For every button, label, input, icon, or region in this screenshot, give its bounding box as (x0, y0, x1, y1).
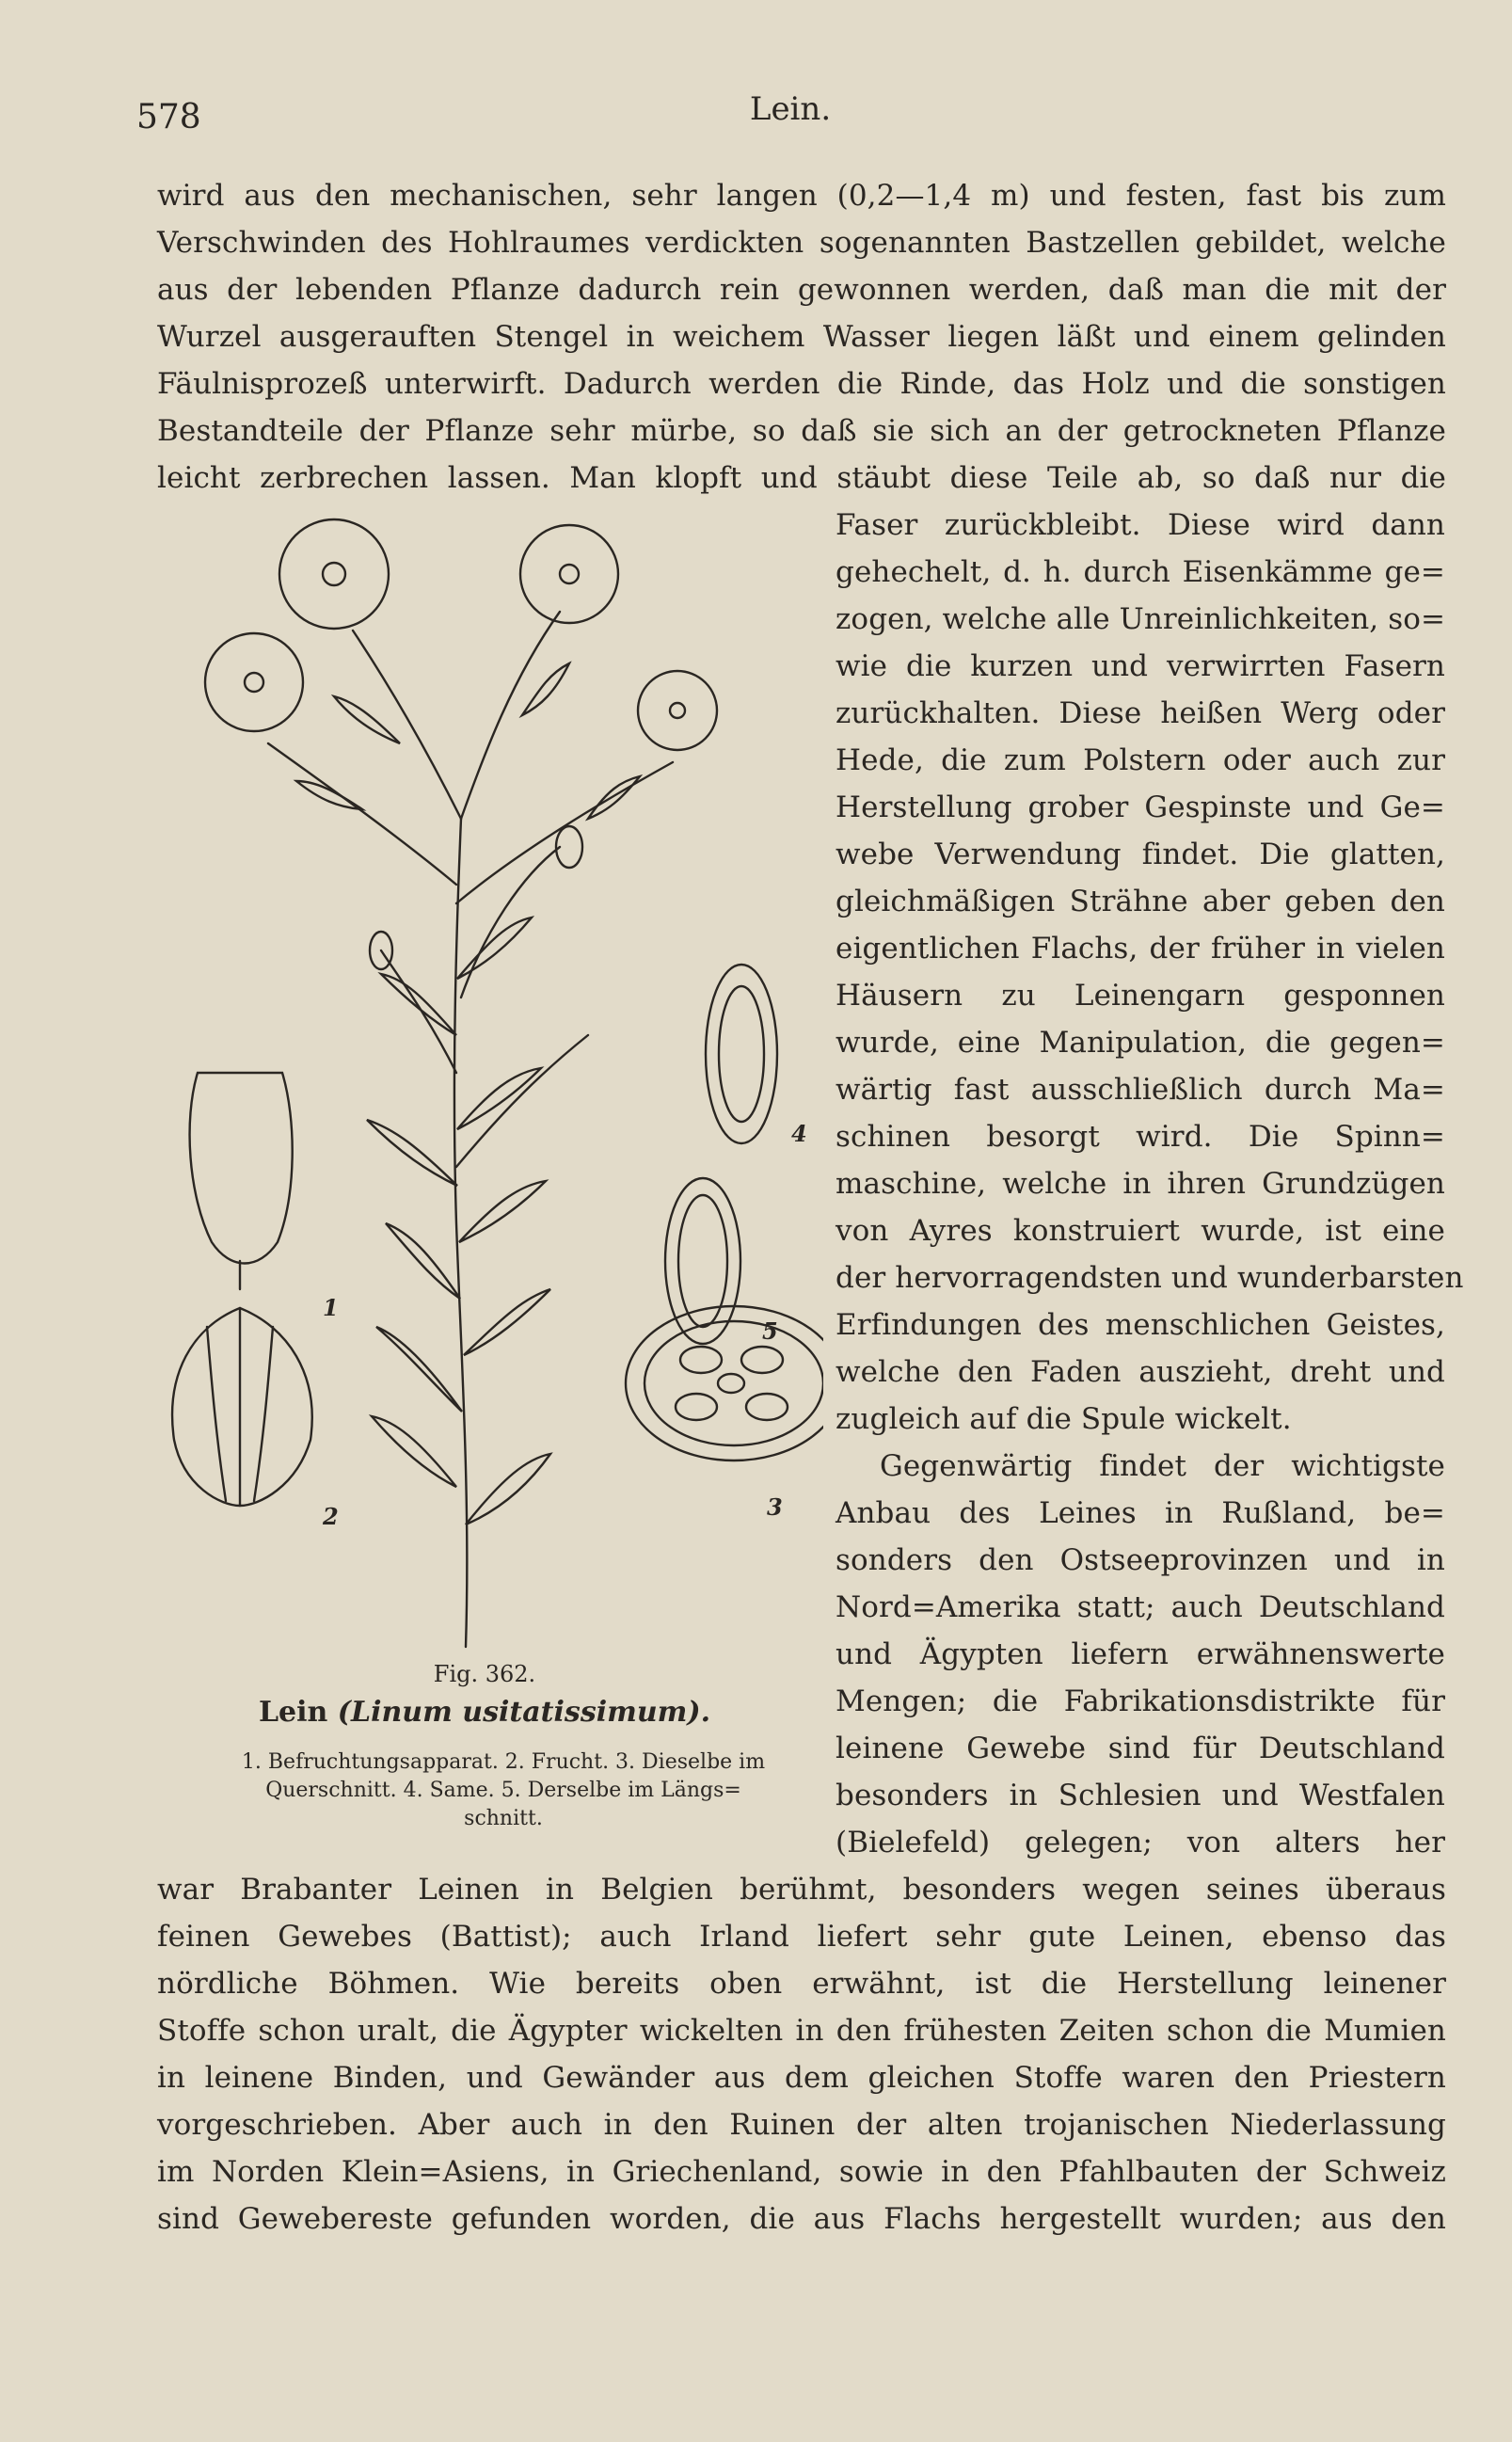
body-line: im Norden Klein=Asiens, in Griechenland, sowie in den Pfahlbauten der Schweiz (157, 2155, 1446, 2189)
column-line: Mengen; die Fabrikationsdistrikte für (836, 1684, 1445, 1718)
figure-label-2: 2 (323, 1503, 339, 1530)
column-line: (Bielefeld) gelegen; von alters her (836, 1826, 1445, 1859)
column-line: Herstellung grober Gespinste und Ge= (836, 790, 1445, 824)
column-line: Nord=Amerika statt; auch Deutschland (836, 1590, 1445, 1624)
column-line: gleichmäßigen Strähne aber geben den (836, 885, 1445, 918)
figure-title (146, 1696, 823, 1729)
column-line: zugleich auf die Spule wickelt. (836, 1402, 1292, 1436)
body-line: nördliche Böhmen. Wie bereits oben erwähnt, ist die Herstellung leinener (157, 1967, 1446, 2001)
figure-legend-line: Querschnitt. 4. Same. 5. Derselbe im Längs= (265, 1779, 741, 1802)
figure-legend-line: 1. Befruchtungsapparat. 2. Frucht. 3. Dieselbe im (241, 1750, 766, 1774)
column-line: Faser zurückbleibt. Diese wird dann (836, 508, 1445, 542)
column-line: der hervorragendsten und wunderbarsten (836, 1261, 1464, 1295)
figure-title-latin: (Linum usitatissimum). (337, 1696, 711, 1729)
running-title: Lein. (749, 90, 832, 128)
figure-label-1: 1 (323, 1294, 339, 1321)
body-line: war Brabanter Leinen in Belgien berühmt, besonders wegen seines überaus (157, 1873, 1446, 1907)
column-line: zurückhalten. Diese heißen Werg oder (836, 696, 1445, 730)
body-line: Bestandteile der Pflanze sehr mürbe, so daß sie sich an der getrockneten Pflanze (157, 414, 1446, 448)
column-line: schinen besorgt wird. Die Spinn= (836, 1120, 1445, 1154)
body-line: Fäulnisprozeß unterwirft. Dadurch werden die Rinde, das Holz und die sonstigen (157, 367, 1446, 401)
column-line: leinene Gewebe sind für Deutschland (836, 1732, 1445, 1765)
body-line: wird aus den mechanischen, sehr langen (0,2—1,4 m) und festen, fast bis zum (157, 179, 1446, 213)
column-line: maschine, welche in ihren Grundzügen (836, 1167, 1445, 1201)
figure-title-plain: Lein (258, 1696, 328, 1729)
figure-legend-line: schnitt. (464, 1807, 543, 1830)
column-line: Erfindungen des menschlichen Geistes, (836, 1308, 1445, 1342)
body-line: vorgeschrieben. Aber auch in den Ruinen der alten trojanischen Niederlassung (157, 2108, 1446, 2142)
body-line: Stoffe schon uralt, die Ägypter wickelten in den frühesten Zeiten schon die Mumien (157, 2014, 1446, 2048)
page-header (136, 87, 1444, 143)
figure-number: Fig. 362. (433, 1661, 536, 1687)
figure-label-3: 3 (767, 1493, 783, 1521)
column-line: wärtig fast ausschließlich durch Ma= (836, 1073, 1445, 1107)
column-line: Anbau des Leines in Rußland, be= (836, 1496, 1445, 1530)
column-line: Hede, die zum Polstern oder auch zur (836, 743, 1445, 777)
column-line: eigentlichen Flachs, der früher in vielen (836, 932, 1445, 966)
column-line: zogen, welche alle Unreinlichkeiten, so= (836, 602, 1446, 636)
column-line: webe Verwendung findet. Die glatten, (836, 838, 1445, 871)
column-line: Häusern zu Leinengarn gesponnen (836, 979, 1445, 1013)
flax-figure (146, 508, 823, 1830)
page-number: 578 (136, 98, 201, 136)
column-line: Gegenwärtig findet der wichtigste (880, 1449, 1445, 1483)
column-line: wie die kurzen und verwirrten Fasern (836, 649, 1445, 683)
column-line: sonders den Ostseeprovinzen und in (836, 1543, 1445, 1577)
column-line: von Ayres konstruiert wurde, ist eine (836, 1214, 1445, 1248)
flax-illustration (146, 508, 823, 1652)
body-line: in leinene Binden, und Gewänder aus dem gleichen Stoffe waren den Priestern (157, 2061, 1446, 2095)
column-line: gehechelt, d. h. durch Eisenkämme ge= (836, 555, 1445, 589)
column-line: und Ägypten liefern erwähnenswerte (836, 1637, 1445, 1671)
column-line: wurde, eine Manipulation, die gegen= (836, 1026, 1445, 1060)
figure-label-5: 5 (762, 1317, 778, 1345)
figure-label-4: 4 (791, 1120, 807, 1147)
body-line: aus der lebenden Pflanze dadurch rein gewonnen werden, daß man die mit der (157, 273, 1446, 307)
figure-legend (174, 1748, 833, 1833)
column-line: besonders in Schlesien und Westfalen (836, 1779, 1445, 1812)
body-line: leicht zerbrechen lassen. Man klopft und stäubt diese Teile ab, so daß nur die (157, 461, 1446, 495)
body-line: Wurzel ausgerauften Stengel in weichem Wasser liegen läßt und einem gelinden (157, 320, 1446, 354)
body-line: sind Gewebereste gefunden worden, die aus Flachs hergestellt wurden; aus den (157, 2202, 1446, 2236)
body-line: Verschwinden des Hohlraumes verdickten sogenannten Bastzellen gebildet, welche (157, 226, 1446, 260)
body-line: feinen Gewebes (Battist); auch Irland liefert sehr gute Leinen, ebenso das (157, 1920, 1446, 1954)
column-line: welche den Faden auszieht, dreht und (836, 1355, 1445, 1389)
